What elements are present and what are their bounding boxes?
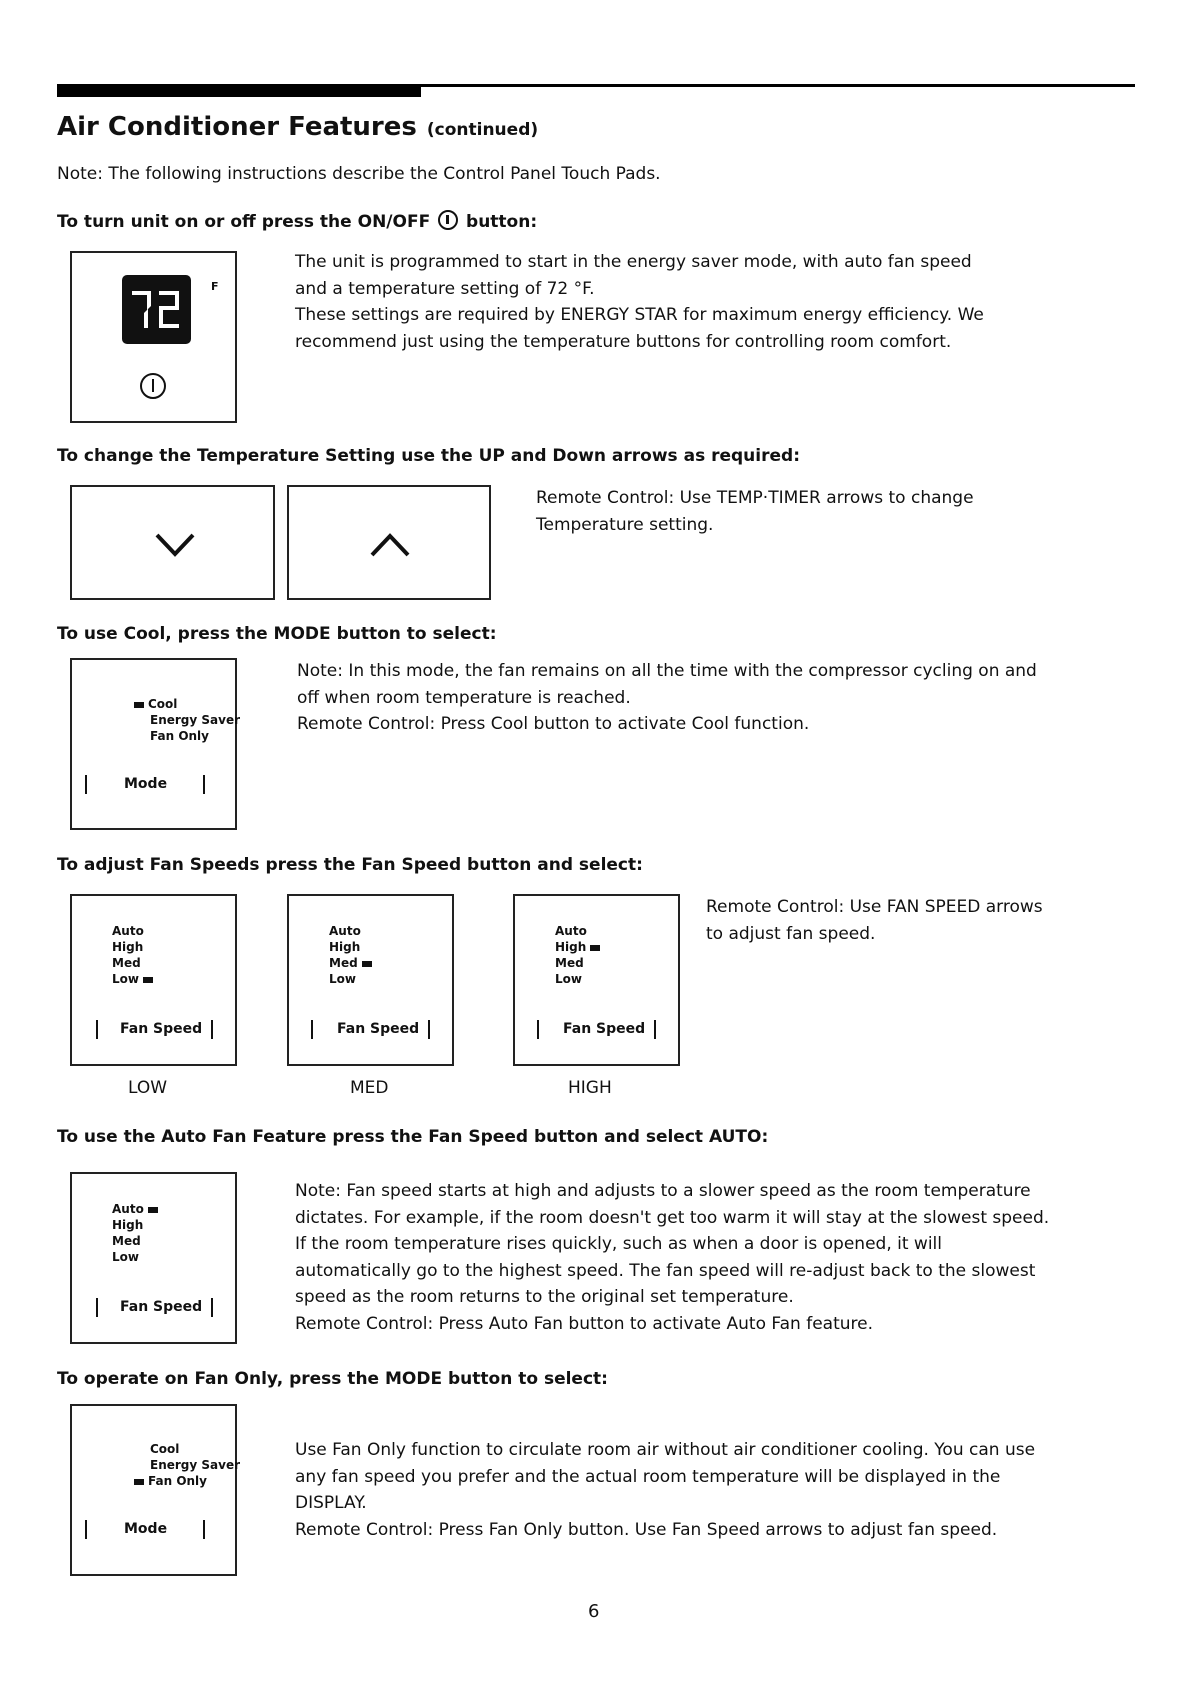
header-rule-thin bbox=[57, 84, 1135, 87]
fan-speed-options bbox=[329, 923, 372, 987]
fan-only-text-line: DISPLAY. bbox=[295, 1493, 367, 1513]
cool-heading: To use Cool, press the MODE button to select: bbox=[57, 624, 497, 644]
temperature-description bbox=[536, 485, 1136, 538]
selected-indicator bbox=[590, 945, 600, 951]
fan-option-low: Low bbox=[112, 971, 153, 987]
fan-speed-button-label[interactable]: Fan Speed bbox=[337, 1021, 420, 1037]
fan-option-low: Low bbox=[329, 972, 356, 986]
selected-indicator bbox=[362, 961, 372, 967]
cool-text-line: Note: In this mode, the fan remains on all the time with the compressor cycling on and bbox=[297, 661, 1037, 681]
power-description bbox=[295, 249, 1175, 355]
fan-option-high: High bbox=[112, 1218, 144, 1232]
display-unit: F bbox=[211, 280, 219, 293]
button-bracket-left bbox=[311, 1020, 313, 1039]
intro-note: Note: The following instructions describe the Control Panel Touch Pads. bbox=[57, 164, 661, 184]
fan-speed-options bbox=[112, 923, 153, 987]
page-number: 6 bbox=[588, 1601, 600, 1622]
fan-speeds-text-line: Remote Control: Use FAN SPEED arrows bbox=[706, 897, 1043, 917]
fan-speeds-description bbox=[706, 894, 1176, 947]
power-panel bbox=[70, 251, 237, 423]
power-button-icon[interactable] bbox=[140, 373, 166, 399]
power-icon-inline bbox=[438, 210, 458, 230]
auto-fan-text-line: dictates. For example, if the room doesn't get too warm it will stay at the slowest speed. bbox=[295, 1207, 1050, 1228]
page-title-continued: (continued) bbox=[426, 120, 539, 140]
mode-options bbox=[134, 696, 240, 744]
temp-down-button[interactable] bbox=[70, 485, 275, 600]
mode-option-fan-only: Fan Only bbox=[150, 729, 209, 743]
fan-speed-options bbox=[112, 1201, 158, 1265]
fan-option-med: Med bbox=[329, 955, 372, 971]
mode-options bbox=[134, 1441, 240, 1489]
temperature-heading: To change the Temperature Setting use the UP and Down arrows as required: bbox=[57, 446, 800, 466]
fan-only-text-line: any fan speed you prefer and the actual room temperature will be displayed in the bbox=[295, 1466, 1001, 1487]
button-bracket-right bbox=[654, 1020, 656, 1039]
temperature-text-line: Temperature setting. bbox=[536, 514, 714, 535]
auto-fan-heading: To use the Auto Fan Feature press the Fan Speed button and select AUTO: bbox=[57, 1127, 769, 1147]
auto-fan-panel bbox=[70, 1172, 237, 1344]
button-bracket-left bbox=[96, 1298, 98, 1317]
auto-fan-text-line: speed as the room returns to the original set temperature. bbox=[295, 1287, 794, 1307]
power-text-line: The unit is programmed to start in the energy saver mode, with auto fan speed bbox=[295, 252, 972, 272]
button-bracket-right bbox=[211, 1298, 213, 1317]
power-text-line: and a temperature setting of 72 °F. bbox=[295, 278, 595, 299]
fan-speed-panel-high bbox=[513, 894, 680, 1066]
mode-option-energy-saver: Energy Saver bbox=[150, 713, 241, 727]
fan-only-mode-panel bbox=[70, 1404, 241, 1576]
auto-fan-text-line: automatically go to the highest speed. The fan speed will re-adjust back to the slowest bbox=[295, 1260, 1036, 1281]
fan-speed-panel-med bbox=[287, 894, 454, 1066]
page-title bbox=[57, 112, 538, 142]
fan-speed-caption-low: LOW bbox=[128, 1078, 168, 1098]
fan-option-low: Low bbox=[555, 972, 582, 986]
temp-up-button[interactable] bbox=[287, 485, 491, 600]
button-bracket-left bbox=[96, 1020, 98, 1039]
mode-button-label[interactable]: Mode bbox=[124, 1521, 168, 1537]
button-bracket-right bbox=[203, 1520, 205, 1539]
fan-only-text-line: Remote Control: Press Fan Only button. Use Fan Speed arrows to adjust fan speed. bbox=[295, 1519, 998, 1540]
mode-button-label[interactable]: Mode bbox=[124, 776, 168, 792]
fan-speeds-heading: To adjust Fan Speeds press the Fan Speed button and select: bbox=[57, 855, 643, 875]
selected-indicator bbox=[143, 977, 153, 983]
chevron-down-icon bbox=[154, 532, 196, 558]
fan-option-low: Low bbox=[112, 1250, 139, 1264]
cool-description bbox=[297, 658, 1177, 738]
power-text-line: These settings are required by ENERGY STAR for maximum energy efficiency. We bbox=[295, 305, 984, 325]
fan-only-description bbox=[295, 1437, 1175, 1543]
mode-option-cool: Cool bbox=[134, 696, 240, 712]
auto-fan-text-line: Note: Fan speed starts at high and adjusts to a slower speed as the room temperature bbox=[295, 1181, 1031, 1201]
fan-speed-caption-high: HIGH bbox=[568, 1078, 612, 1098]
power-heading bbox=[57, 210, 537, 232]
fan-option-auto: Auto bbox=[555, 924, 587, 938]
power-text-line: recommend just using the temperature buttons for controlling room comfort. bbox=[295, 331, 952, 352]
mode-option-cool: Cool bbox=[150, 1442, 180, 1456]
auto-fan-description bbox=[295, 1178, 1175, 1337]
button-bracket-right bbox=[203, 775, 205, 794]
fan-option-med: Med bbox=[555, 956, 584, 970]
button-bracket-right bbox=[428, 1020, 430, 1039]
button-bracket-right bbox=[211, 1020, 213, 1039]
fan-speed-button-label[interactable]: Fan Speed bbox=[563, 1021, 646, 1037]
seven-segment-digits bbox=[122, 275, 191, 344]
fan-speed-options bbox=[555, 923, 600, 987]
power-heading-before: To turn unit on or off press the ON/OFF bbox=[57, 212, 431, 232]
fan-only-heading: To operate on Fan Only, press the MODE button to select: bbox=[57, 1369, 608, 1389]
fan-option-med: Med bbox=[112, 1234, 141, 1248]
fan-option-auto: Auto bbox=[112, 1201, 158, 1217]
fan-option-high: High bbox=[112, 940, 144, 954]
temperature-text-line: Remote Control: Use TEMP·TIMER arrows to change bbox=[536, 488, 974, 508]
fan-option-med: Med bbox=[112, 956, 141, 970]
fan-speeds-text-line: to adjust fan speed. bbox=[706, 923, 876, 944]
button-bracket-left bbox=[85, 1520, 87, 1539]
cool-text-line: off when room temperature is reached. bbox=[297, 687, 631, 708]
fan-option-auto: Auto bbox=[112, 924, 144, 938]
auto-fan-text-line: If the room temperature rises quickly, such as when a door is opened, it will bbox=[295, 1234, 942, 1254]
fan-option-high: High bbox=[555, 939, 600, 955]
fan-speed-button-label[interactable]: Fan Speed bbox=[120, 1299, 203, 1315]
fan-only-text-line: Use Fan Only function to circulate room air without air conditioner cooling. You can use bbox=[295, 1440, 1036, 1460]
selected-indicator bbox=[134, 702, 144, 708]
cool-text-line: Remote Control: Press Cool button to activate Cool function. bbox=[297, 714, 810, 734]
fan-speed-panel-low bbox=[70, 894, 237, 1066]
button-bracket-left bbox=[537, 1020, 539, 1039]
page-title-text: Air Conditioner Features bbox=[57, 112, 417, 142]
fan-speed-caption-med: MED bbox=[350, 1078, 389, 1098]
selected-indicator bbox=[148, 1207, 158, 1213]
temperature-display bbox=[122, 275, 191, 344]
fan-speed-button-label[interactable]: Fan Speed bbox=[120, 1021, 203, 1037]
power-heading-after: button: bbox=[466, 212, 538, 232]
cool-mode-panel bbox=[70, 658, 241, 830]
button-bracket-left bbox=[85, 775, 87, 794]
mode-option-fan-only: Fan Only bbox=[134, 1473, 240, 1489]
auto-fan-text-line: Remote Control: Press Auto Fan button to activate Auto Fan feature. bbox=[295, 1313, 873, 1334]
mode-option-energy-saver: Energy Saver bbox=[150, 1458, 241, 1472]
fan-option-auto: Auto bbox=[329, 924, 361, 938]
fan-option-high: High bbox=[329, 940, 361, 954]
chevron-up-icon bbox=[369, 532, 411, 558]
selected-indicator bbox=[134, 1479, 144, 1485]
